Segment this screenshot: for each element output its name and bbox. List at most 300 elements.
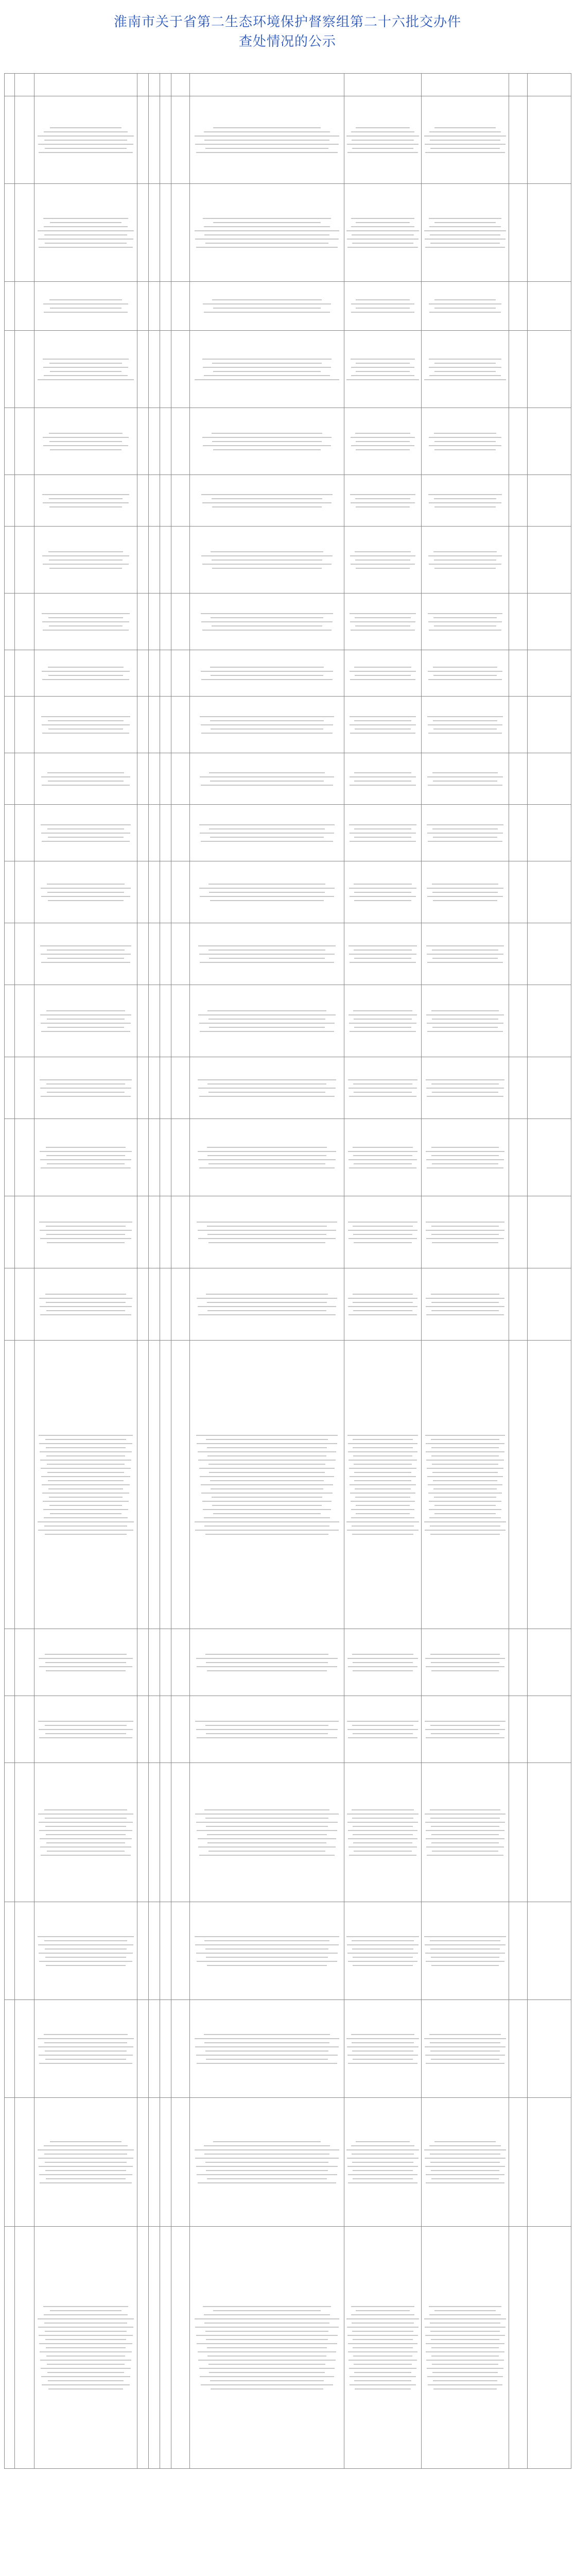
- text-placeholder: [200, 716, 334, 717]
- text-placeholder: [427, 2368, 503, 2369]
- text-placeholder: [205, 2331, 328, 2332]
- text-placeholder: [200, 896, 334, 897]
- text-placeholder: [45, 1948, 127, 1950]
- text-placeholder: [198, 1314, 335, 1315]
- text-placeholder: [202, 502, 332, 503]
- table-cell: [422, 1268, 509, 1341]
- text-placeholder: [354, 892, 412, 893]
- text-placeholder: [431, 1302, 499, 1303]
- table-cell: [190, 985, 344, 1057]
- table-cell: [190, 96, 344, 184]
- text-placeholder: [351, 367, 415, 368]
- table-cell: [528, 1268, 571, 1341]
- table-cell: [149, 527, 160, 594]
- text-placeholder: [205, 1725, 328, 1726]
- text-placeholder: [195, 239, 338, 240]
- text-placeholder: [354, 1851, 412, 1852]
- text-placeholder: [210, 720, 324, 721]
- text-placeholder: [39, 1830, 132, 1831]
- text-placeholder: [209, 958, 324, 959]
- text-placeholder: [429, 2306, 501, 2307]
- text-placeholder: [208, 1163, 325, 1164]
- row-number-cell: [5, 1902, 15, 2000]
- table-cell: [149, 282, 160, 331]
- table-cell: [528, 2098, 571, 2227]
- text-placeholder: [426, 1451, 504, 1452]
- text-placeholder: [349, 1023, 416, 1024]
- text-placeholder: [352, 2323, 414, 2324]
- text-placeholder: [429, 502, 502, 503]
- text-placeholder: [204, 226, 330, 227]
- text-placeholder: [348, 1451, 417, 1452]
- text-placeholder: [201, 785, 333, 786]
- text-placeholder: [209, 1027, 324, 1028]
- text-placeholder: [39, 1737, 132, 1738]
- header-cell: [190, 74, 344, 96]
- text-placeholder: [42, 1484, 130, 1485]
- table-cell: [528, 331, 571, 408]
- text-placeholder: [199, 1167, 335, 1168]
- text-placeholder: [40, 1460, 131, 1461]
- text-placeholder: [208, 884, 325, 885]
- text-placeholder: [200, 1476, 334, 1477]
- table-cell: [171, 184, 190, 282]
- text-placeholder: [204, 234, 329, 235]
- text-placeholder: [350, 841, 415, 842]
- text-placeholder: [434, 498, 497, 499]
- table-cell: [149, 985, 160, 1057]
- text-placeholder: [352, 1818, 413, 1819]
- table-cell: [171, 650, 190, 697]
- text-placeholder: [428, 555, 502, 556]
- text-placeholder: [427, 1855, 503, 1856]
- text-placeholder: [209, 1472, 324, 1473]
- text-placeholder: [349, 1855, 416, 1856]
- text-placeholder: [431, 1155, 498, 1156]
- text-placeholder: [429, 367, 501, 368]
- table-cell: [190, 1057, 344, 1119]
- text-placeholder: [431, 2355, 498, 2357]
- text-placeholder: [205, 1948, 328, 1950]
- table-cell: [149, 923, 160, 985]
- text-placeholder: [49, 625, 123, 626]
- table-cell: [171, 1763, 190, 1902]
- text-placeholder: [207, 1447, 327, 1448]
- text-placeholder: [427, 1476, 503, 1477]
- text-placeholder: [429, 437, 502, 438]
- text-placeholder: [206, 2339, 327, 2340]
- text-placeholder: [44, 1526, 127, 1527]
- text-placeholder: [41, 896, 130, 897]
- table-cell: [34, 1629, 137, 1696]
- text-placeholder: [350, 494, 415, 495]
- text-placeholder: [426, 1151, 504, 1152]
- text-placeholder: [45, 148, 127, 149]
- text-placeholder: [347, 1721, 419, 1722]
- text-placeholder: [351, 359, 415, 360]
- text-placeholder: [350, 1476, 416, 1477]
- text-placeholder: [205, 1818, 328, 1819]
- text-placeholder: [40, 2360, 131, 2361]
- table-cell: [344, 697, 422, 753]
- table-row: [5, 1629, 571, 1696]
- table-cell: [160, 1057, 171, 1119]
- text-placeholder: [424, 135, 506, 137]
- text-placeholder: [49, 506, 122, 507]
- table-row: [5, 805, 571, 861]
- table-cell: [344, 753, 422, 805]
- text-placeholder: [354, 1019, 412, 1020]
- text-placeholder: [204, 1940, 329, 1941]
- text-placeholder: [430, 1818, 500, 1819]
- table-cell: [422, 1057, 509, 1119]
- row-number-cell: [5, 1763, 15, 1902]
- table-cell: [190, 697, 344, 753]
- text-placeholder: [431, 1834, 499, 1835]
- table-cell: [509, 753, 528, 805]
- text-placeholder: [428, 2384, 502, 2385]
- text-placeholder: [195, 135, 339, 137]
- text-placeholder: [41, 1167, 131, 1168]
- table-cell: [509, 96, 528, 184]
- table-cell: [190, 184, 344, 282]
- text-placeholder: [429, 375, 501, 376]
- text-placeholder: [425, 1944, 506, 1945]
- table-cell: [171, 1902, 190, 2000]
- table-cell: [137, 282, 149, 331]
- row-number-cell: [5, 753, 15, 805]
- text-placeholder: [196, 247, 338, 248]
- text-placeholder: [204, 1809, 329, 1810]
- text-placeholder: [429, 226, 501, 227]
- table-cell: [509, 985, 528, 1057]
- text-placeholder: [427, 896, 503, 897]
- text-placeholder: [208, 1851, 325, 1852]
- text-placeholder: [39, 1961, 132, 1962]
- row-number-cell: [5, 527, 15, 594]
- text-placeholder: [434, 441, 496, 442]
- table-cell: [344, 184, 422, 282]
- text-placeholder: [346, 1936, 419, 1937]
- text-placeholder: [212, 433, 322, 434]
- table-row: [5, 985, 571, 1057]
- text-placeholder: [349, 1096, 416, 1097]
- text-placeholder: [347, 1814, 419, 1815]
- table-cell: [344, 1629, 422, 1696]
- text-placeholder: [346, 135, 419, 137]
- text-placeholder: [199, 1023, 335, 1024]
- text-placeholder: [207, 1842, 326, 1843]
- table-cell: [528, 475, 571, 527]
- text-placeholder: [425, 2166, 505, 2167]
- text-placeholder: [426, 1298, 505, 1299]
- text-placeholder: [210, 2380, 324, 2381]
- text-placeholder: [45, 2331, 127, 2332]
- table-cell: [160, 1196, 171, 1268]
- text-placeholder: [45, 2162, 127, 2163]
- table-row: [5, 475, 571, 527]
- table-cell: [15, 1696, 34, 1763]
- text-placeholder: [43, 367, 128, 368]
- text-placeholder: [46, 1155, 125, 1156]
- table-cell: [422, 2000, 509, 2098]
- table-cell: [149, 408, 160, 475]
- table-cell: [190, 1763, 344, 1902]
- table-cell: [528, 1629, 571, 1696]
- text-placeholder: [431, 1447, 499, 1448]
- text-placeholder: [48, 2380, 124, 2381]
- text-placeholder: [46, 1455, 125, 1456]
- text-placeholder: [201, 733, 332, 734]
- table-cell: [190, 527, 344, 594]
- text-placeholder: [428, 679, 502, 680]
- text-placeholder: [351, 2034, 414, 2035]
- text-placeholder: [429, 2145, 501, 2146]
- table-cell: [422, 985, 509, 1057]
- text-placeholder: [38, 239, 133, 240]
- table-cell: [160, 2098, 171, 2227]
- text-placeholder: [426, 1230, 504, 1231]
- text-placeholder: [38, 1530, 133, 1531]
- text-placeholder: [195, 2046, 338, 2047]
- table-cell: [34, 923, 137, 985]
- table-cell: [160, 1902, 171, 2000]
- text-placeholder: [429, 131, 501, 132]
- text-placeholder: [196, 2055, 338, 2056]
- text-placeholder: [429, 2314, 501, 2315]
- text-placeholder: [431, 1310, 498, 1311]
- text-placeholder: [48, 2388, 123, 2389]
- table-cell: [171, 985, 190, 1057]
- text-placeholder: [353, 1310, 412, 1311]
- table-cell: [160, 408, 171, 475]
- text-placeholder: [350, 896, 416, 897]
- text-placeholder: [426, 1737, 505, 1738]
- text-placeholder: [346, 379, 419, 380]
- text-placeholder: [434, 1497, 497, 1498]
- table-cell: [137, 861, 149, 923]
- table-cell: [171, 1057, 190, 1119]
- text-placeholder: [206, 1662, 327, 1663]
- text-placeholder: [434, 363, 496, 364]
- text-placeholder: [40, 1838, 132, 1839]
- text-placeholder: [40, 2182, 132, 2183]
- table-cell: [160, 2000, 171, 2098]
- table-cell: [528, 1696, 571, 1763]
- table-cell: [15, 1341, 34, 1629]
- text-placeholder: [213, 2141, 321, 2142]
- text-placeholder: [48, 551, 123, 552]
- text-placeholder: [347, 1729, 418, 1730]
- text-placeholder: [352, 1948, 413, 1950]
- row-number-cell: [5, 805, 15, 861]
- row-number-cell: [5, 923, 15, 985]
- header-cell: [344, 74, 422, 96]
- table-row: [5, 594, 571, 650]
- table-cell: [509, 2000, 528, 2098]
- text-placeholder: [204, 2034, 330, 2035]
- table-cell: [137, 923, 149, 985]
- table-cell: [160, 1629, 171, 1696]
- table-cell: [344, 1196, 422, 1268]
- text-placeholder: [433, 900, 497, 901]
- text-placeholder: [428, 733, 502, 734]
- text-placeholder: [208, 1092, 325, 1093]
- text-placeholder: [350, 621, 415, 622]
- text-placeholder: [352, 243, 413, 244]
- table-row: [5, 1696, 571, 1763]
- text-placeholder: [426, 1666, 505, 1667]
- text-placeholder: [354, 2364, 412, 2365]
- text-placeholder: [356, 308, 409, 309]
- text-placeholder: [42, 613, 130, 614]
- table-cell: [137, 1341, 149, 1629]
- table-cell: [509, 650, 528, 697]
- text-placeholder: [351, 437, 415, 438]
- text-placeholder: [213, 1513, 321, 1514]
- table-cell: [137, 1629, 149, 1696]
- text-placeholder: [347, 144, 419, 145]
- text-placeholder: [429, 1509, 501, 1510]
- text-placeholder: [199, 2368, 335, 2369]
- table-cell: [137, 408, 149, 475]
- table-cell: [137, 985, 149, 1057]
- text-placeholder: [354, 1092, 412, 1093]
- text-placeholder: [40, 1014, 131, 1015]
- text-placeholder: [198, 2351, 336, 2352]
- text-placeholder: [347, 2327, 419, 2328]
- table-cell: [171, 1696, 190, 1763]
- text-placeholder: [430, 2050, 500, 2052]
- text-placeholder: [50, 449, 121, 450]
- table-row: [5, 2227, 571, 2469]
- text-placeholder: [203, 2306, 330, 2307]
- text-placeholder: [353, 2347, 412, 2348]
- text-placeholder: [432, 1163, 498, 1164]
- text-placeholder: [41, 716, 130, 717]
- text-placeholder: [353, 1965, 412, 1966]
- text-placeholder: [425, 1953, 505, 1954]
- text-placeholder: [195, 2149, 339, 2150]
- text-placeholder: [199, 1855, 335, 1856]
- text-placeholder: [350, 962, 416, 963]
- text-placeholder: [354, 1242, 412, 1243]
- text-placeholder: [352, 1809, 414, 1810]
- text-placeholder: [40, 2351, 132, 2352]
- text-placeholder: [353, 1147, 412, 1148]
- table-cell: [137, 331, 149, 408]
- text-placeholder: [432, 1019, 498, 1020]
- table-cell: [509, 594, 528, 650]
- text-placeholder: [197, 1222, 337, 1223]
- text-placeholder: [352, 234, 414, 235]
- table-cell: [344, 861, 422, 923]
- text-placeholder: [355, 617, 411, 618]
- text-placeholder: [45, 2059, 126, 2060]
- text-placeholder: [428, 671, 502, 672]
- table-cell: [422, 1196, 509, 1268]
- table-cell: [422, 923, 509, 985]
- text-placeholder: [354, 1027, 412, 1028]
- text-placeholder: [212, 498, 322, 499]
- table-cell: [171, 753, 190, 805]
- text-placeholder: [46, 2347, 126, 2348]
- text-placeholder: [207, 1147, 327, 1148]
- text-placeholder: [197, 1443, 337, 1444]
- table-cell: [137, 594, 149, 650]
- table-cell: [149, 1696, 160, 1763]
- table-cell: [509, 282, 528, 331]
- text-placeholder: [427, 962, 503, 963]
- text-placeholder: [424, 1936, 506, 1937]
- text-placeholder: [353, 1302, 412, 1303]
- text-placeholder: [429, 1501, 502, 1502]
- text-placeholder: [42, 494, 129, 495]
- text-placeholder: [348, 1151, 417, 1152]
- table-cell: [15, 1629, 34, 1696]
- text-placeholder: [429, 2034, 501, 2035]
- text-placeholder: [39, 1666, 132, 1667]
- table-cell: [15, 475, 34, 527]
- table-cell: [149, 1341, 160, 1629]
- table-cell: [137, 475, 149, 527]
- text-placeholder: [203, 1509, 330, 1510]
- text-placeholder: [210, 781, 324, 782]
- text-placeholder: [48, 675, 123, 676]
- table-cell: [509, 408, 528, 475]
- row-number-cell: [5, 861, 15, 923]
- table-cell: [528, 805, 571, 861]
- text-placeholder: [198, 1014, 335, 1015]
- table-cell: [528, 184, 571, 282]
- table-cell: [34, 650, 137, 697]
- text-placeholder: [47, 1019, 125, 1020]
- header-cell: [422, 74, 509, 96]
- text-placeholder: [428, 613, 502, 614]
- text-placeholder: [433, 617, 497, 618]
- table-cell: [34, 282, 137, 331]
- table-cell: [171, 2000, 190, 2098]
- text-placeholder: [348, 1298, 418, 1299]
- text-placeholder: [434, 127, 495, 128]
- text-placeholder: [48, 1488, 123, 1489]
- text-placeholder: [43, 630, 129, 631]
- text-placeholder: [427, 776, 503, 777]
- text-placeholder: [432, 958, 498, 959]
- text-placeholder: [203, 367, 330, 368]
- text-placeholder: [209, 828, 324, 829]
- table-cell: [509, 475, 528, 527]
- text-placeholder: [204, 1517, 330, 1518]
- table-row: [5, 282, 571, 331]
- text-placeholder: [204, 131, 330, 132]
- table-cell: [344, 2227, 422, 2469]
- text-placeholder: [431, 1083, 498, 1084]
- table-cell: [422, 408, 509, 475]
- table-cell: [15, 527, 34, 594]
- table-cell: [160, 861, 171, 923]
- table-cell: [137, 2000, 149, 2098]
- text-placeholder: [50, 222, 121, 223]
- table-cell: [15, 805, 34, 861]
- table-cell: [34, 1696, 137, 1763]
- text-placeholder: [347, 2166, 418, 2167]
- text-placeholder: [206, 1957, 327, 1958]
- text-placeholder: [426, 1159, 503, 1160]
- text-placeholder: [427, 1096, 503, 1097]
- table-cell: [137, 650, 149, 697]
- text-placeholder: [432, 892, 498, 893]
